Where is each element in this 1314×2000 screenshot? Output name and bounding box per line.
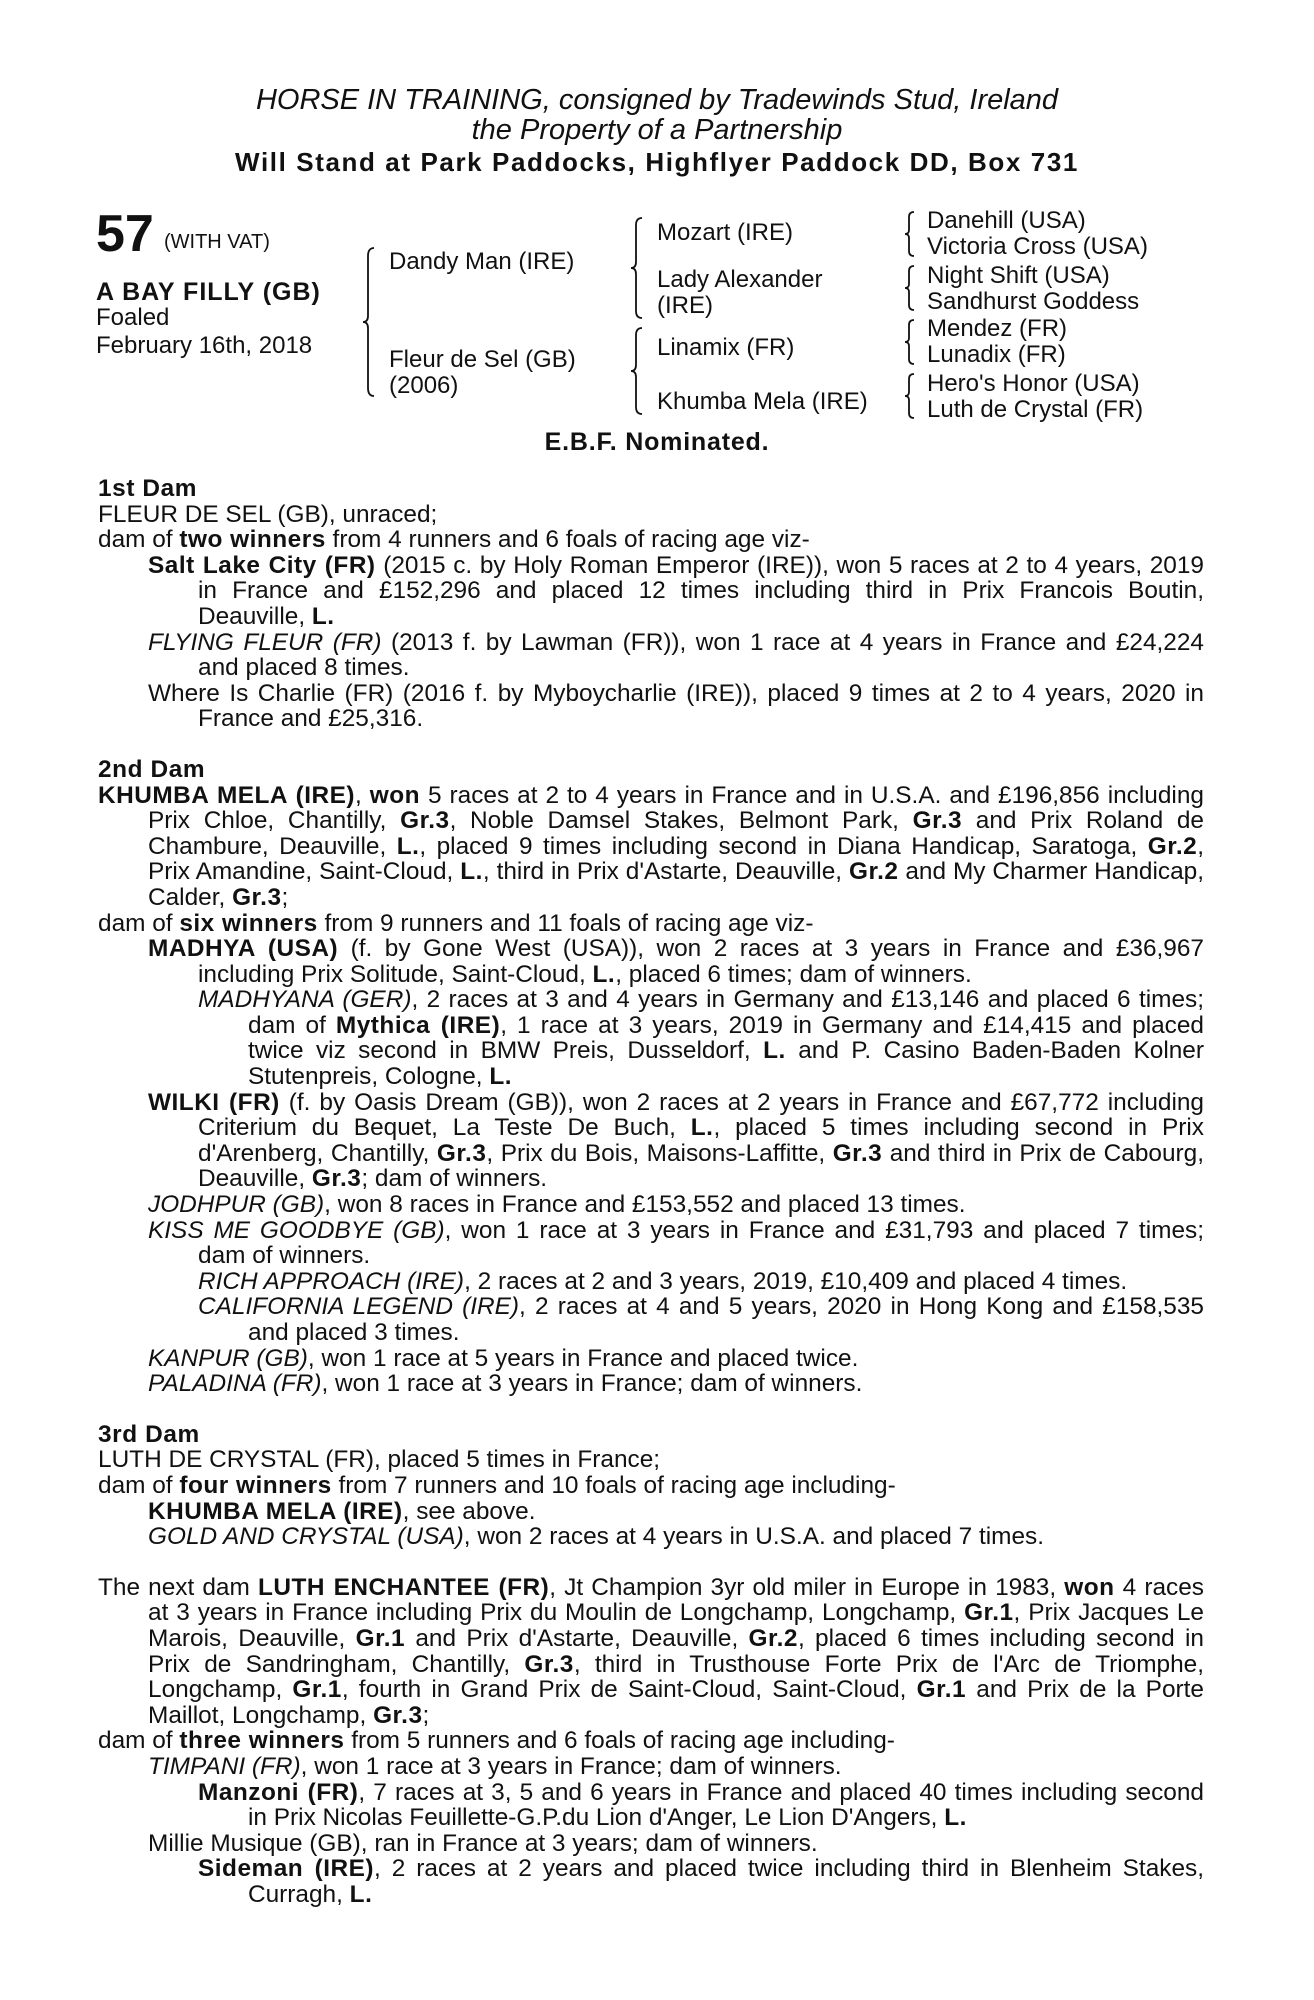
sire-dam-line1: Lady Alexander [657, 266, 823, 293]
produce-madhyana: MADHYANA (GER), 2 races at 3 and 4 years in Germany and £13,146 and placed 6 times; dam of Mythica (IRE), 1 race at 3 years, 2019 in Germany and £14,415 and placed twice viz second in BMW Preis, Dusseldorf, L. and P. Casino Baden-Baden Kolner Stutenpreis, Cologne, L. [198, 986, 1204, 1091]
third-dam-heading: 3rd Dam [98, 1420, 200, 1448]
produce-kiss-me-goodbye: KISS ME GOODBYE (GB), won 1 race at 3 years in France and £31,793 and placed 7 times; dam of winners. [148, 1216, 1204, 1270]
lot-number: 57 [96, 205, 154, 263]
produce-paladina: PALADINA (FR), won 1 race at 3 years in France; dam of winners. [148, 1370, 863, 1398]
dam-sire: Linamix (FR) [657, 334, 795, 361]
vat-note: (WITH VAT) [164, 231, 270, 253]
next-dam-record: The next dam LUTH ENCHANTEE (FR), Jt Champion 3yr old miler in Europe in 1983, won 4 races at 3 years in France including Prix du Moulin de Longchamp, Longchamp, Gr.1, Prix Jacques Le Marois, Deauville, Gr.1 and Prix d'Astarte, Deauville, Gr.2, placed 6 times including second in Prix de Sandringham, Chantilly, Gr.3, third in Trusthouse Forte Prix de l'Arc de Triomphe, Longchamp, Gr.1, fourth in Grand Prix de Saint-Cloud, Saint-Cloud, Gr.1 and Prix de la Porte Maillot, Longchamp, Gr.3; [98, 1573, 1204, 1729]
produce-timpani: TIMPANI (FR), won 1 race at 3 years in France; dam of winners. [148, 1752, 842, 1780]
produce-manzoni: Manzoni (FR), 7 races at 3, 5 and 6 years in France and placed 40 times including second in Prix Nicolas Feuillette-G.P.du Lion d'Anger, Le Lion D'Angers, L. [198, 1778, 1204, 1832]
horse-description: A BAY FILLY (GB) [96, 278, 321, 306]
produce-flying-fleur: FLYING FLEUR (FR) (2013 f. by Lawman (FR)), won 1 race at 4 years in France and £24,224 and placed 8 times. [148, 628, 1204, 682]
dam-sire-sire: Mendez (FR) [927, 315, 1068, 342]
next-dam-produce: dam of three winners from 5 runners and 6 foals of racing age including- [98, 1727, 895, 1755]
consignor-line: HORSE IN TRAINING, consigned by Tradewinds Stud, Ireland [255, 84, 1059, 116]
produce-khumba-mela: KHUMBA MELA (IRE), see above. [148, 1497, 536, 1525]
first-dam-intro: FLEUR DE SEL (GB), unraced; [98, 500, 438, 528]
dam-name: Fleur de Sel (GB) [389, 346, 576, 373]
dam-sire-dam: Lunadix (FR) [927, 341, 1066, 368]
location-line: Will Stand at Park Paddocks, Highflyer Paddock DD, Box 731 [235, 147, 1079, 177]
sire-dam-brace [362, 246, 376, 398]
produce-jodhpur: JODHPUR (GB), won 8 races in France and £153,552 and placed 13 times. [148, 1191, 966, 1219]
produce-wilki: WILKI (FR) (f. by Oasis Dream (GB)), won 2 races at 2 years in France and £67,772 including Criterium du Bequet, La Teste De Buch, L., placed 5 times including second in Prix d'Arenberg, Chantilly, Gr.3, Prix du Bois, Maisons-Laffitte, Gr.3 and third in Prix de Cabourg, Deauville, Gr.3; dam of winners. [148, 1088, 1205, 1193]
dam-year: (2006) [389, 372, 459, 399]
sire-sire-dam: Victoria Cross (USA) [927, 233, 1148, 260]
gen3-brace-2 [904, 264, 916, 312]
property-line: the Property of a Partnership [471, 114, 843, 146]
first-dam-produce: dam of two winners from 4 runners and 6 foals of racing age viz- [98, 526, 810, 554]
second-dam-heading: 2nd Dam [98, 755, 206, 783]
dam-line-brace [630, 326, 644, 416]
produce-kanpur: KANPUR (GB), won 1 race at 5 years in France and placed twice. [148, 1344, 859, 1372]
sire-sire-sire: Danehill (USA) [927, 207, 1086, 234]
produce-california-legend: CALIFORNIA LEGEND (IRE), 2 races at 4 and 5 years, 2020 in Hong Kong and £158,535 and placed 3 times. [198, 1293, 1204, 1346]
ebf-nominated: E.B.F. Nominated. [544, 428, 770, 456]
third-dam-intro: LUTH DE CRYSTAL (FR), placed 5 times in France; [98, 1446, 661, 1474]
first-dam-heading: 1st Dam [98, 475, 198, 502]
third-dam-produce: dam of four winners from 7 runners and 10 foals of racing age including- [98, 1471, 896, 1499]
dam-dam-dam: Luth de Crystal (FR) [927, 396, 1144, 423]
second-dam-record: KHUMBA MELA (IRE), won 5 races at 2 to 4 years in France and in U.S.A. and £196,856 including Prix Chloe, Chantilly, Gr.3, Noble Damsel Stakes, Belmont Park, Gr.3 and Prix Roland de Chambure, Deauville, L., placed 9 times including second in Diana Handicap, Saratoga, Gr.2, Prix Amandine, Saint-Cloud, L., third in Prix d'Astarte, Deauville, Gr.2 and My Charmer Handicap, Calder, Gr.3; [98, 781, 1204, 911]
sire-name: Dandy Man (IRE) [389, 248, 575, 275]
produce-sideman: Sideman (IRE), 2 races at 2 years and placed twice including third in Blenheim Stakes, Curragh, L. [198, 1855, 1204, 1908]
produce-gold-and-crystal: GOLD AND CRYSTAL (USA), won 2 races at 4 years in U.S.A. and placed 7 times. [148, 1523, 1045, 1551]
produce-salt-lake-city: Salt Lake City (FR) (2015 c. by Holy Roman Emperor (IRE)), won 5 races at 2 to 4 years, 2019 in France and £152,296 and placed 12 times including third in Prix Francois Boutin, Deauville, L. [148, 551, 1204, 630]
produce-rich-approach: RICH APPROACH (IRE), 2 races at 2 and 3 years, 2019, £10,409 and placed 4 times. [198, 1267, 1128, 1295]
sire-dam-line2: (IRE) [657, 292, 713, 319]
dam-dam: Khumba Mela (IRE) [657, 388, 868, 415]
foaled-date: February 16th, 2018 [96, 332, 313, 359]
gen3-brace-3 [904, 318, 916, 366]
catalogue-body [98, 476, 1204, 1907]
produce-where-is-charlie: Where Is Charlie (FR) (2016 f. by Myboycharlie (IRE)), placed 9 times at 2 to 4 years, 2020 in France and £25,316. [148, 679, 1204, 733]
sire-dam-dam: Sandhurst Goddess [927, 288, 1140, 315]
gen3-brace-4 [904, 372, 916, 420]
sire-line-brace [630, 216, 644, 320]
gen3-brace-1 [904, 210, 916, 258]
sire-dam-sire: Night Shift (USA) [927, 262, 1110, 289]
produce-millie-musique: Millie Musique (GB), ran in France at 3 years; dam of winners. [148, 1829, 818, 1857]
dam-dam-sire: Hero's Honor (USA) [927, 370, 1140, 397]
produce-madhya: MADHYA (USA) (f. by Gone West (USA)), won 2 races at 3 years in France and £36,967 including Prix Solitude, Saint-Cloud, L., placed 6 times; dam of winners. [148, 935, 1205, 988]
second-dam-produce: dam of six winners from 9 runners and 11 foals of racing age viz- [98, 909, 814, 937]
sire-sire: Mozart (IRE) [657, 219, 794, 246]
foaled-label: Foaled [96, 304, 170, 331]
